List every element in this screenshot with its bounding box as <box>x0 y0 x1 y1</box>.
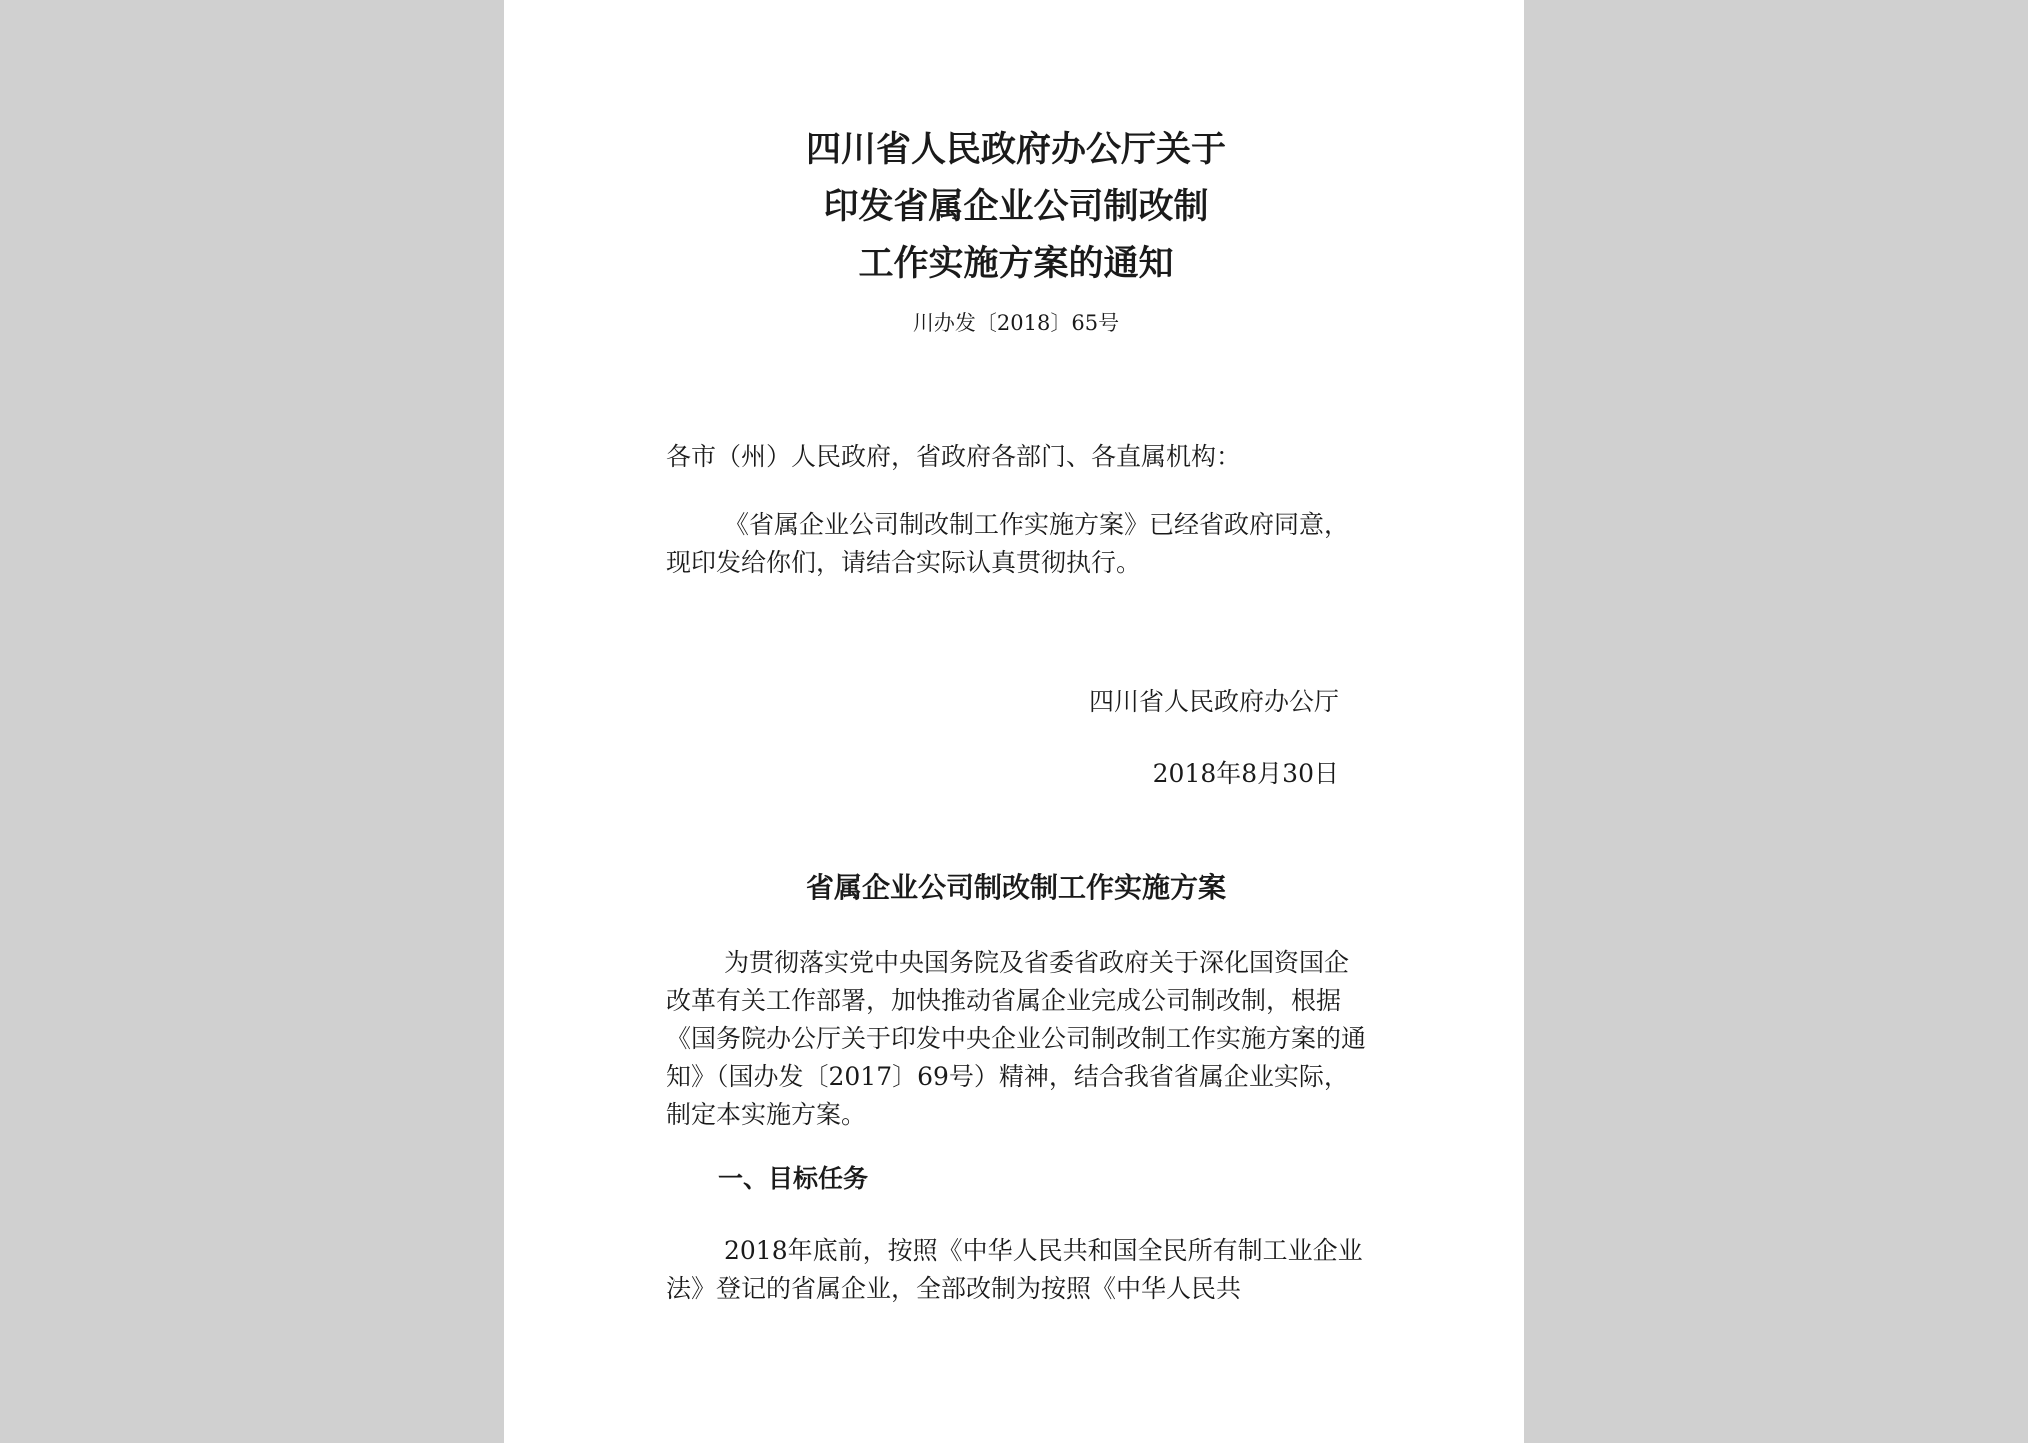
issue-date: 2018年8月30日 <box>1152 759 1339 788</box>
paragraph-3: 2018年底前，按照《中华人民共和国全民所有制工业企业法》登记的省属企业，全部改制为按照《中华人民共 <box>666 1236 1363 1303</box>
title-line-3: 工作实施方案的通知 <box>858 244 1174 284</box>
title-line-2: 印发省属企业公司制改制 <box>823 187 1209 227</box>
paragraph-2: 为贯彻落实党中央国务院及省委省政府关于深化国资国企改革有关工作部署，加快推动省属企业完成公司制改制，根据《国务院办公厅关于印发中央企业公司制改制工作实施方案的通知》（国办发〔2017〕69号）精神，结合我省省属企业实际，制定本实施方案。 <box>666 948 1367 1129</box>
signer: 四川省人民政府办公厅 <box>1088 687 1339 716</box>
attachment-title: 省属企业公司制改制工作实施方案 <box>805 871 1226 904</box>
addressee: 各市（州）人民政府，省政府各部门、各直属机构： <box>666 442 1242 471</box>
paragraph-1: 《省属企业公司制改制工作实施方案》已经省政府同意，现印发给你们，请结合实际认真贯彻执行。 <box>666 510 1350 577</box>
document-page <box>504 0 1524 1443</box>
section-heading-1: 一、目标任务 <box>718 1164 869 1193</box>
document-number: 川办发〔2018〕65号 <box>912 311 1120 335</box>
title-line-1: 四川省人民政府办公厅关于 <box>805 130 1226 170</box>
document-title <box>666 122 1366 293</box>
